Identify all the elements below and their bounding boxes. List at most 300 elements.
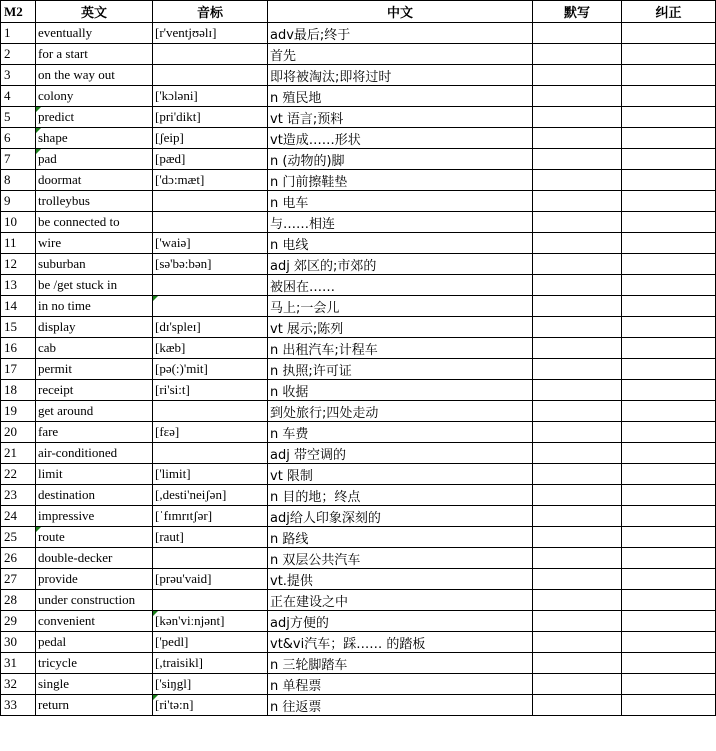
correction-cell[interactable] <box>622 170 716 191</box>
dictation-cell[interactable] <box>533 275 622 296</box>
english-cell-text: in no time <box>38 298 91 313</box>
english-cell <box>36 506 153 527</box>
chinese-cell <box>268 422 533 443</box>
dictation-cell[interactable] <box>533 44 622 65</box>
row-number-text: 3 <box>4 67 11 82</box>
table-row <box>1 422 716 443</box>
table-row <box>1 233 716 254</box>
row-number <box>1 695 36 716</box>
table-row <box>1 170 716 191</box>
chinese-cell <box>268 569 533 590</box>
phonetic-cell-text: [ri'si:t] <box>155 382 190 397</box>
correction-cell[interactable] <box>622 212 716 233</box>
english-cell-text: be connected to <box>38 214 120 229</box>
table-row <box>1 569 716 590</box>
row-number-text: 24 <box>4 508 17 523</box>
chinese-cell-text: n 出租汽车;计程车 <box>270 342 378 358</box>
phonetic-cell <box>153 317 268 338</box>
phonetic-cell-text: [kæb] <box>155 340 186 355</box>
english-cell-text: return <box>38 697 70 712</box>
phonetic-cell <box>153 254 268 275</box>
cell-comment-marker <box>153 611 158 616</box>
row-number-text: 25 <box>4 529 17 544</box>
correction-cell[interactable] <box>622 44 716 65</box>
dictation-cell[interactable] <box>533 254 622 275</box>
dictation-cell[interactable] <box>533 632 622 653</box>
table-row <box>1 44 716 65</box>
row-number <box>1 191 36 212</box>
table-row <box>1 674 716 695</box>
row-number <box>1 254 36 275</box>
english-cell <box>36 590 153 611</box>
chinese-cell-text: 被困在…… <box>270 279 336 295</box>
chinese-cell <box>268 443 533 464</box>
dictation-cell[interactable] <box>533 464 622 485</box>
row-number-text: 11 <box>4 235 17 250</box>
table-row <box>1 254 716 275</box>
english-cell <box>36 170 153 191</box>
phonetic-cell <box>153 65 268 86</box>
correction-cell[interactable] <box>622 107 716 128</box>
chinese-cell-text: 即将被淘汰;即将过时 <box>270 69 392 85</box>
phonetic-cell-text: [ˈfɪmrɪtʃər] <box>155 508 213 523</box>
dictation-cell[interactable] <box>533 443 622 464</box>
correction-cell[interactable] <box>622 695 716 716</box>
chinese-cell <box>268 548 533 569</box>
chinese-cell-text: 到处旅行;四处走动 <box>270 405 379 421</box>
correction-cell[interactable] <box>622 653 716 674</box>
phonetic-cell-text: [pæd] <box>155 151 186 166</box>
correction-cell[interactable] <box>622 317 716 338</box>
cell-comment-marker <box>36 527 41 532</box>
english-cell <box>36 86 153 107</box>
correction-cell[interactable] <box>622 548 716 569</box>
chinese-cell <box>268 254 533 275</box>
english-cell-text: on the way out <box>38 67 115 82</box>
phonetic-cell-text: ['pedl] <box>155 634 189 649</box>
dictation-cell[interactable] <box>533 548 622 569</box>
english-cell <box>36 359 153 380</box>
row-number <box>1 149 36 170</box>
table-row <box>1 548 716 569</box>
chinese-cell <box>268 695 533 716</box>
chinese-cell-text: n (动物的)脚 <box>270 153 345 169</box>
row-number-text: 4 <box>4 88 11 103</box>
row-number <box>1 107 36 128</box>
header-row <box>1 1 716 23</box>
row-number <box>1 485 36 506</box>
table-row <box>1 86 716 107</box>
correction-cell[interactable] <box>622 569 716 590</box>
english-cell-text: permit <box>38 361 72 376</box>
row-number <box>1 359 36 380</box>
english-cell <box>36 443 153 464</box>
english-cell-text: tricycle <box>38 655 77 670</box>
english-cell-text: fare <box>38 424 59 439</box>
phonetic-cell <box>153 44 268 65</box>
phonetic-cell <box>153 695 268 716</box>
dictation-cell[interactable] <box>533 86 622 107</box>
chinese-cell <box>268 359 533 380</box>
phonetic-cell-text: [pə(:)'mit] <box>155 361 208 376</box>
chinese-cell-text: adj 带空调的 <box>270 447 346 463</box>
english-cell-text: eventually <box>38 25 93 40</box>
row-number <box>1 653 36 674</box>
phonetic-cell <box>153 23 268 44</box>
row-number-text: 20 <box>4 424 17 439</box>
english-cell-text: get around <box>38 403 94 418</box>
dictation-cell[interactable] <box>533 191 622 212</box>
table-row <box>1 23 716 44</box>
english-cell <box>36 191 153 212</box>
table-row <box>1 695 716 716</box>
table-row <box>1 380 716 401</box>
correction-cell[interactable] <box>622 632 716 653</box>
correction-cell[interactable] <box>622 422 716 443</box>
phonetic-cell <box>153 653 268 674</box>
dictation-cell[interactable] <box>533 107 622 128</box>
correction-cell[interactable] <box>622 401 716 422</box>
english-cell <box>36 107 153 128</box>
english-cell <box>36 44 153 65</box>
dictation-cell[interactable] <box>533 422 622 443</box>
row-number-text: 10 <box>4 214 17 229</box>
phonetic-cell <box>153 275 268 296</box>
english-cell-text: be /get stuck in <box>38 277 118 292</box>
english-cell <box>36 653 153 674</box>
chinese-cell <box>268 464 533 485</box>
english-cell <box>36 485 153 506</box>
row-number <box>1 128 36 149</box>
chinese-cell-text: vt.提供 <box>270 573 313 589</box>
chinese-cell <box>268 23 533 44</box>
row-number <box>1 422 36 443</box>
chinese-cell <box>268 44 533 65</box>
dictation-cell[interactable] <box>533 170 622 191</box>
dictation-cell[interactable] <box>533 674 622 695</box>
chinese-cell <box>268 590 533 611</box>
correction-cell[interactable] <box>622 506 716 527</box>
english-cell <box>36 128 153 149</box>
chinese-cell <box>268 485 533 506</box>
english-cell-text: provide <box>38 571 78 586</box>
header-english: 英文 <box>36 1 153 23</box>
correction-cell[interactable] <box>622 380 716 401</box>
chinese-cell-text: n 单程票 <box>270 678 322 694</box>
english-cell <box>36 275 153 296</box>
english-cell-text: display <box>38 319 76 334</box>
correction-cell[interactable] <box>622 23 716 44</box>
english-cell <box>36 464 153 485</box>
row-number-text: 14 <box>4 298 17 313</box>
english-cell <box>36 527 153 548</box>
english-cell-text: trolleybus <box>38 193 90 208</box>
dictation-cell[interactable] <box>533 506 622 527</box>
english-cell <box>36 401 153 422</box>
row-number-text: 17 <box>4 361 17 376</box>
dictation-cell[interactable] <box>533 569 622 590</box>
dictation-cell[interactable] <box>533 380 622 401</box>
chinese-cell-text: adj给人印象深刻的 <box>270 510 381 526</box>
row-number <box>1 275 36 296</box>
correction-cell[interactable] <box>622 611 716 632</box>
english-cell <box>36 632 153 653</box>
chinese-cell-text: n 目的地；终点 <box>270 489 361 505</box>
row-number <box>1 212 36 233</box>
correction-cell[interactable] <box>622 191 716 212</box>
row-number-text: 7 <box>4 151 11 166</box>
dictation-cell[interactable] <box>533 149 622 170</box>
english-cell-text: suburban <box>38 256 86 271</box>
english-cell <box>36 23 153 44</box>
chinese-cell-text: vt 展示;陈列 <box>270 321 344 337</box>
row-number <box>1 674 36 695</box>
dictation-cell[interactable] <box>533 653 622 674</box>
row-number-text: 19 <box>4 403 17 418</box>
english-cell-text: colony <box>38 88 74 103</box>
row-number-text: 6 <box>4 130 11 145</box>
chinese-cell-text: adj方便的 <box>270 615 329 631</box>
dictation-cell[interactable] <box>533 233 622 254</box>
english-cell <box>36 611 153 632</box>
phonetic-cell <box>153 506 268 527</box>
table-row <box>1 65 716 86</box>
phonetic-cell-text: [prəu'vaid] <box>155 571 212 586</box>
phonetic-cell-text: ['siŋgl] <box>155 676 192 691</box>
phonetic-cell <box>153 380 268 401</box>
dictation-cell[interactable] <box>533 359 622 380</box>
chinese-cell-text: adv最后;终于 <box>270 27 351 43</box>
english-cell <box>36 422 153 443</box>
phonetic-cell-text: ['limit] <box>155 466 191 481</box>
chinese-cell-text: n 路线 <box>270 531 309 547</box>
row-number-text: 28 <box>4 592 17 607</box>
chinese-cell-text: n 双层公共汽车 <box>270 552 361 568</box>
dictation-cell[interactable] <box>533 23 622 44</box>
dictation-cell[interactable] <box>533 338 622 359</box>
phonetic-cell <box>153 296 268 317</box>
dictation-cell[interactable] <box>533 317 622 338</box>
phonetic-cell <box>153 359 268 380</box>
row-number <box>1 527 36 548</box>
cell-comment-marker <box>153 695 158 700</box>
correction-cell[interactable] <box>622 590 716 611</box>
row-number <box>1 548 36 569</box>
row-number-text: 30 <box>4 634 17 649</box>
english-cell-text: wire <box>38 235 62 250</box>
correction-cell[interactable] <box>622 86 716 107</box>
phonetic-cell <box>153 233 268 254</box>
row-number-text: 21 <box>4 445 17 460</box>
row-number <box>1 443 36 464</box>
phonetic-cell <box>153 170 268 191</box>
phonetic-cell <box>153 107 268 128</box>
chinese-cell-text: vt 语言;预料 <box>270 111 344 127</box>
english-cell-text: limit <box>38 466 63 481</box>
chinese-cell-text: vt&vi汽车；踩…… 的踏板 <box>270 636 426 652</box>
dictation-cell[interactable] <box>533 128 622 149</box>
row-number-text: 32 <box>4 676 17 691</box>
chinese-cell <box>268 296 533 317</box>
table-row <box>1 443 716 464</box>
cell-comment-marker <box>36 107 41 112</box>
header-dictation: 默写 <box>533 1 622 23</box>
row-number-text: 26 <box>4 550 17 565</box>
row-number-text: 22 <box>4 466 17 481</box>
chinese-cell <box>268 611 533 632</box>
row-number-text: 18 <box>4 382 17 397</box>
english-cell-text: convenient <box>38 613 96 628</box>
chinese-cell <box>268 674 533 695</box>
table-row <box>1 212 716 233</box>
english-cell-text: under construction <box>38 592 136 607</box>
dictation-cell[interactable] <box>533 485 622 506</box>
phonetic-cell-text: [r'ventjʊəlɪ] <box>155 25 217 40</box>
table-row <box>1 317 716 338</box>
row-number-text: 15 <box>4 319 17 334</box>
english-cell-text: destination <box>38 487 96 502</box>
row-number-text: 5 <box>4 109 11 124</box>
row-number <box>1 65 36 86</box>
english-cell-text: pad <box>38 151 57 166</box>
row-number-text: 16 <box>4 340 17 355</box>
row-number <box>1 380 36 401</box>
row-number <box>1 401 36 422</box>
row-number <box>1 569 36 590</box>
english-cell <box>36 695 153 716</box>
header-phonetic: 音标 <box>153 1 268 23</box>
row-number-text: 1 <box>4 25 11 40</box>
chinese-cell-text: n 电线 <box>270 237 309 253</box>
correction-cell[interactable] <box>622 296 716 317</box>
row-number <box>1 86 36 107</box>
chinese-cell-text: n 收据 <box>270 384 309 400</box>
english-cell <box>36 380 153 401</box>
row-number-text: 13 <box>4 277 17 292</box>
chinese-cell <box>268 317 533 338</box>
table-row <box>1 590 716 611</box>
chinese-cell-text: n 电车 <box>270 195 309 211</box>
chinese-cell <box>268 149 533 170</box>
row-number <box>1 296 36 317</box>
row-number <box>1 338 36 359</box>
english-cell-text: double-decker <box>38 550 113 565</box>
dictation-cell[interactable] <box>533 611 622 632</box>
chinese-cell <box>268 380 533 401</box>
phonetic-cell <box>153 128 268 149</box>
table-row <box>1 191 716 212</box>
english-cell <box>36 317 153 338</box>
chinese-cell <box>268 86 533 107</box>
chinese-cell-text: n 殖民地 <box>270 90 322 106</box>
row-number-text: 29 <box>4 613 17 628</box>
phonetic-cell <box>153 632 268 653</box>
cell-comment-marker <box>36 128 41 133</box>
chinese-cell-text: vt 限制 <box>270 468 313 484</box>
dictation-cell[interactable] <box>533 296 622 317</box>
correction-cell[interactable] <box>622 527 716 548</box>
phonetic-cell <box>153 149 268 170</box>
table-row <box>1 485 716 506</box>
row-number-text: 33 <box>4 697 17 712</box>
table-row <box>1 401 716 422</box>
dictation-cell[interactable] <box>533 527 622 548</box>
chinese-cell <box>268 128 533 149</box>
phonetic-cell-text: [sə'bə:bən] <box>155 256 212 271</box>
table-row <box>1 338 716 359</box>
english-cell-text: cab <box>38 340 57 355</box>
english-cell <box>36 569 153 590</box>
english-cell <box>36 254 153 275</box>
phonetic-cell-text: [kən'viːnjənt] <box>155 613 225 628</box>
chinese-cell-text: 首先 <box>270 48 297 64</box>
correction-cell[interactable] <box>622 464 716 485</box>
phonetic-cell <box>153 86 268 107</box>
chinese-cell-text: 正在建设之中 <box>270 594 349 610</box>
chinese-cell-text: vt造成……形状 <box>270 132 361 148</box>
row-number <box>1 611 36 632</box>
phonetic-cell <box>153 443 268 464</box>
dictation-cell[interactable] <box>533 695 622 716</box>
dictation-cell[interactable] <box>533 65 622 86</box>
row-number <box>1 170 36 191</box>
phonetic-cell <box>153 590 268 611</box>
dictation-cell[interactable] <box>533 401 622 422</box>
english-cell <box>36 149 153 170</box>
row-number-text: 8 <box>4 172 11 187</box>
phonetic-cell-text: [,traisikl] <box>155 655 204 670</box>
correction-cell[interactable] <box>622 359 716 380</box>
english-cell <box>36 296 153 317</box>
chinese-cell <box>268 212 533 233</box>
row-number <box>1 632 36 653</box>
header-correction: 纠正 <box>622 1 716 23</box>
row-number-text: 9 <box>4 193 11 208</box>
english-cell <box>36 338 153 359</box>
dictation-cell[interactable] <box>533 590 622 611</box>
english-cell <box>36 212 153 233</box>
row-number-text: 2 <box>4 46 11 61</box>
correction-cell[interactable] <box>622 485 716 506</box>
row-number <box>1 23 36 44</box>
correction-cell[interactable] <box>622 443 716 464</box>
chinese-cell <box>268 506 533 527</box>
english-cell <box>36 674 153 695</box>
english-cell <box>36 548 153 569</box>
correction-cell[interactable] <box>622 149 716 170</box>
row-number <box>1 44 36 65</box>
correction-cell[interactable] <box>622 674 716 695</box>
table-row <box>1 275 716 296</box>
english-cell-text: air-conditioned <box>38 445 118 460</box>
table-row <box>1 632 716 653</box>
table-row <box>1 464 716 485</box>
chinese-cell-text: n 执照;许可证 <box>270 363 352 379</box>
correction-cell[interactable] <box>622 128 716 149</box>
table-row <box>1 128 716 149</box>
correction-cell[interactable] <box>622 275 716 296</box>
correction-cell[interactable] <box>622 65 716 86</box>
dictation-cell[interactable] <box>533 212 622 233</box>
english-cell-text: receipt <box>38 382 74 397</box>
correction-cell[interactable] <box>622 254 716 275</box>
correction-cell[interactable] <box>622 233 716 254</box>
table-row <box>1 149 716 170</box>
table-row <box>1 653 716 674</box>
correction-cell[interactable] <box>622 338 716 359</box>
table-row <box>1 359 716 380</box>
chinese-cell <box>268 233 533 254</box>
